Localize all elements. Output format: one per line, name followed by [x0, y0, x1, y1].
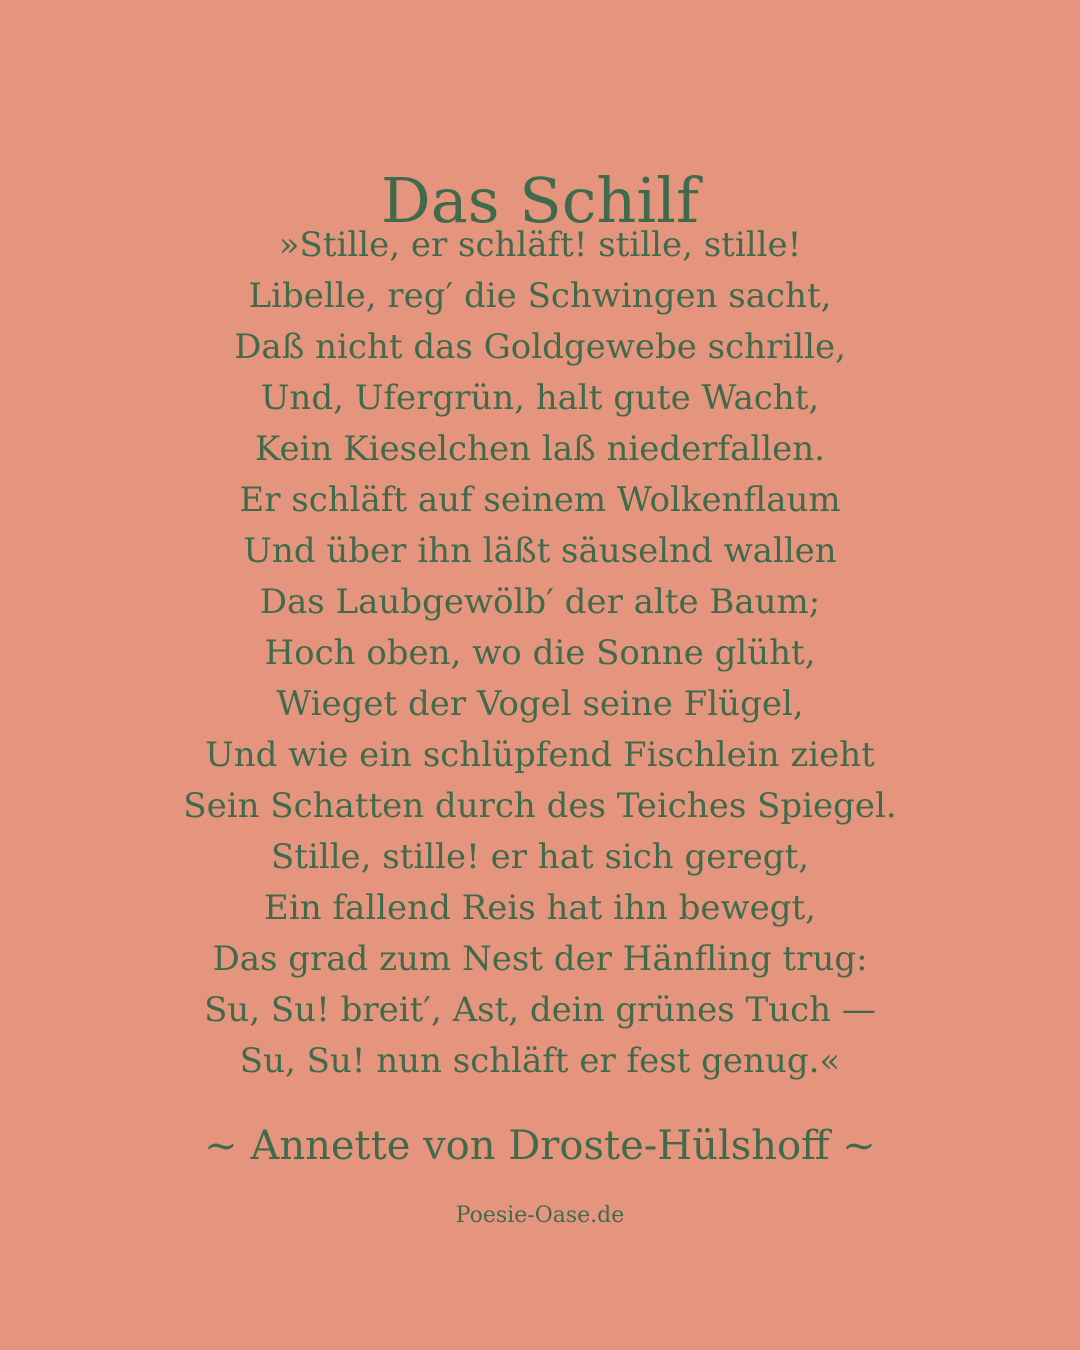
website-credit: Poesie-Oase.de: [455, 1203, 625, 1228]
poem-line: Und über ihn läßt säuselnd wallen: [243, 531, 837, 571]
poem-line: Su, Su! breit′, Ast, dein grünes Tuch —: [204, 990, 876, 1030]
poem-line: Ein fallend Reis hat ihn bewegt,: [264, 888, 816, 928]
poem-line: Das grad zum Nest der Hänfling trug:: [212, 939, 868, 979]
poem-line: Das Laubgewölb′ der alte Baum;: [259, 582, 821, 622]
poem-body: [0, 220, 1080, 1087]
poem-line: Wieget der Vogel seine Flügel,: [276, 684, 804, 724]
poem-line: »Stille, er schläft! stille, stille!: [278, 225, 802, 265]
poem-line: Su, Su! nun schläft er fest genug.«: [239, 1041, 841, 1081]
poem-line: Kein Kieselchen laß niederfallen.: [255, 429, 825, 469]
poem-line: Libelle, reg′ die Schwingen sacht,: [248, 276, 832, 316]
poem-line: Er schläft auf seinem Wolkenflaum: [239, 480, 841, 520]
poem-line: Stille, stille! er hat sich geregt,: [270, 837, 810, 877]
poem-title: Das Schilf: [381, 163, 699, 237]
poem-author: ~ Annette von Droste-Hülshoff ~: [204, 1123, 876, 1169]
poem-line: Hoch oben, wo die Sonne glüht,: [264, 633, 816, 673]
poem-line: Und, Ufergrün, halt gute Wacht,: [260, 378, 820, 418]
poem-line: Und wie ein schlüpfend Fischlein zieht: [205, 735, 875, 775]
poem-line: Sein Schatten durch des Teiches Spiegel.: [183, 786, 897, 826]
poem-line: Daß nicht das Goldgewebe schrille,: [234, 327, 846, 367]
